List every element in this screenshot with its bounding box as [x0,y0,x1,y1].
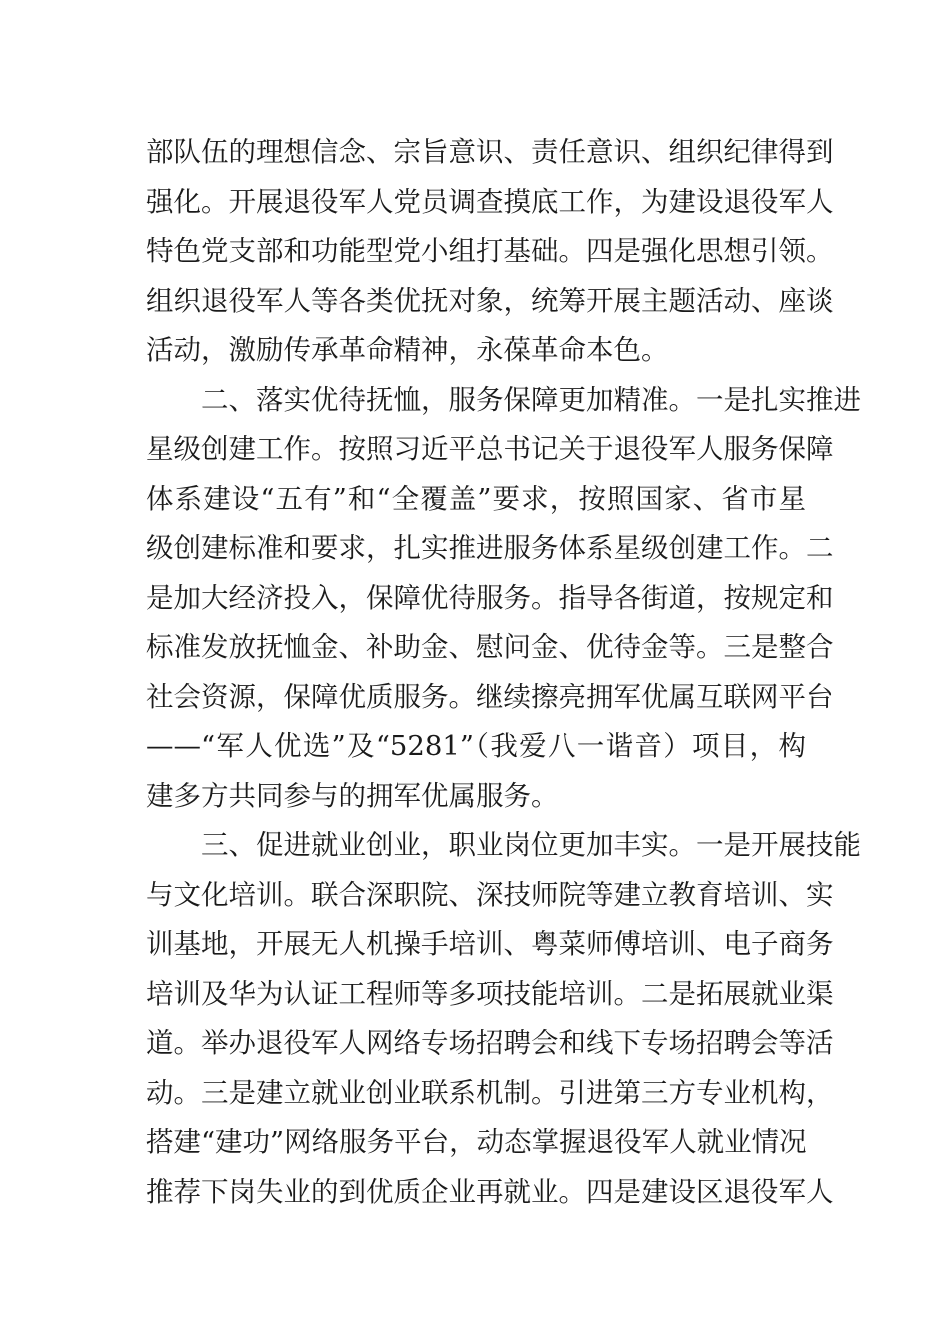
paragraph-heading-line: 二、落实优待抚恤，服务保障更加精准。一是扎实推进 [146,383,861,416]
text-line: 动。三是建立就业创业联系机制。引进第三方专业机构， [146,1076,834,1109]
text-line: 级创建标准和要求，扎实推进服务体系星级创建工作。二 [146,532,834,564]
text-line: 标准发放抚恤金、补助金、慰问金、优待金等。三是整合 [146,631,834,663]
text-line: 组织退役军人等各类优抚对象，统筹开展主题活动、座谈 [146,284,834,317]
text-line: 训基地，开展无人机操手培训、粤菜师傅培训、电子商务 [146,928,834,960]
text-line: 部队伍的理想信念、宗旨意识、责任意识、组织纪律得到 [146,136,834,168]
body-text [146,128,861,1217]
paragraph-heading-line: 三、促进就业创业，职业岗位更加丰实。一是开展技能 [146,829,861,861]
text-line: 与文化培训。联合深职院、深技师院等建立教育培训、实 [146,878,834,911]
text-line: 建多方共同参与的拥军优属服务。 [146,779,559,812]
text-line: 是加大经济投入，保障优待服务。指导各街道，按规定和 [146,581,834,614]
text-line: 体系建设“五有”和“全覆盖”要求，按照国家、省市星 [146,482,806,515]
text-line: ——“军人优选”及“5281”（我爱八一谐音）项目，构 [146,730,806,762]
text-line: 星级创建工作。按照习近平总书记关于退役军人服务保障 [146,433,834,465]
text-line: 培训及华为认证工程师等多项技能培训。二是拓展就业渠 [146,977,834,1010]
text-line: 道。举办退役军人网络专场招聘会和线下专场招聘会等活 [146,1027,834,1059]
text-line: 推荐下岗失业的到优质企业再就业。四是建设区退役军人 [146,1175,834,1208]
text-line: 搭建“建功”网络服务平台，动态掌握退役军人就业情况 [146,1126,807,1158]
text-line: 特色党支部和功能型党小组打基础。四是强化思想引领。 [146,235,834,267]
text-line: 社会资源，保障优质服务。继续擦亮拥军优属互联网平台 [146,680,834,713]
text-line: 活动，激励传承革命精神，永葆革命本色。 [146,334,669,366]
text-line: 强化。开展退役军人党员调查摸底工作，为建设退役军人 [146,185,834,218]
